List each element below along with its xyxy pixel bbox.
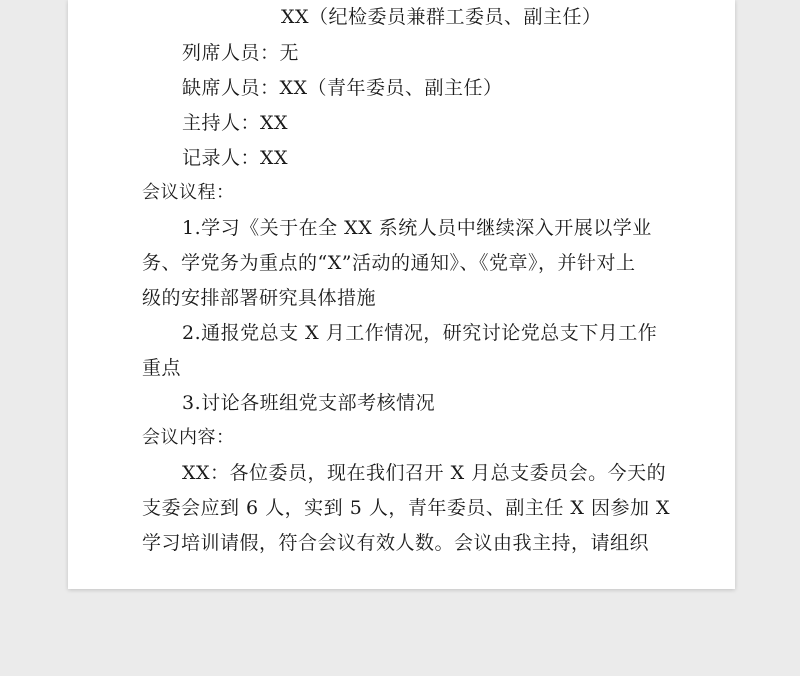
agenda-item-1-line-1: 1.学习《关于在全 XX 系统人员中继续深入开展以学业 [182,217,652,239]
agenda-item-3-line-1: 3.讨论各班组党支部考核情况 [182,392,436,414]
agenda-item-2-line-1: 2.通报党总支 X 月工作情况，研究讨论党总支下月工作 [182,322,658,344]
absent-line: 缺席人员：XX（青年委员、副主任） [182,77,503,99]
content-paragraph-1-line-1: XX：各位委员，现在我们召开 X 月总支委员会。今天的 [182,462,667,484]
observers-line: 列席人员：无 [182,42,300,64]
agenda-item-1-line-2: 务、学党务为重点的“X”活动的通知》、《党章》，并针对上 [142,252,636,274]
document-page [68,0,735,589]
agenda-heading: 会议议程： [142,182,235,203]
agenda-item-2-line-2: 重点 [142,357,182,379]
content-heading: 会议内容： [142,427,235,448]
recorder-line: 记录人：XX [182,147,289,169]
agenda-item-1-line-3: 级的安排部署研究具体措施 [142,287,377,309]
host-line: 主持人：XX [182,112,289,134]
attendee-continued-line: XX（纪检委员兼群工委员、副主任） [281,6,602,28]
content-paragraph-1-line-3: 学习培训请假，符合会议有效人数。会议由我主持，请组织 [142,532,650,554]
content-paragraph-1-line-2: 支委会应到 6 人，实到 5 人，青年委员、副主任 X 因参加 X [142,497,671,519]
